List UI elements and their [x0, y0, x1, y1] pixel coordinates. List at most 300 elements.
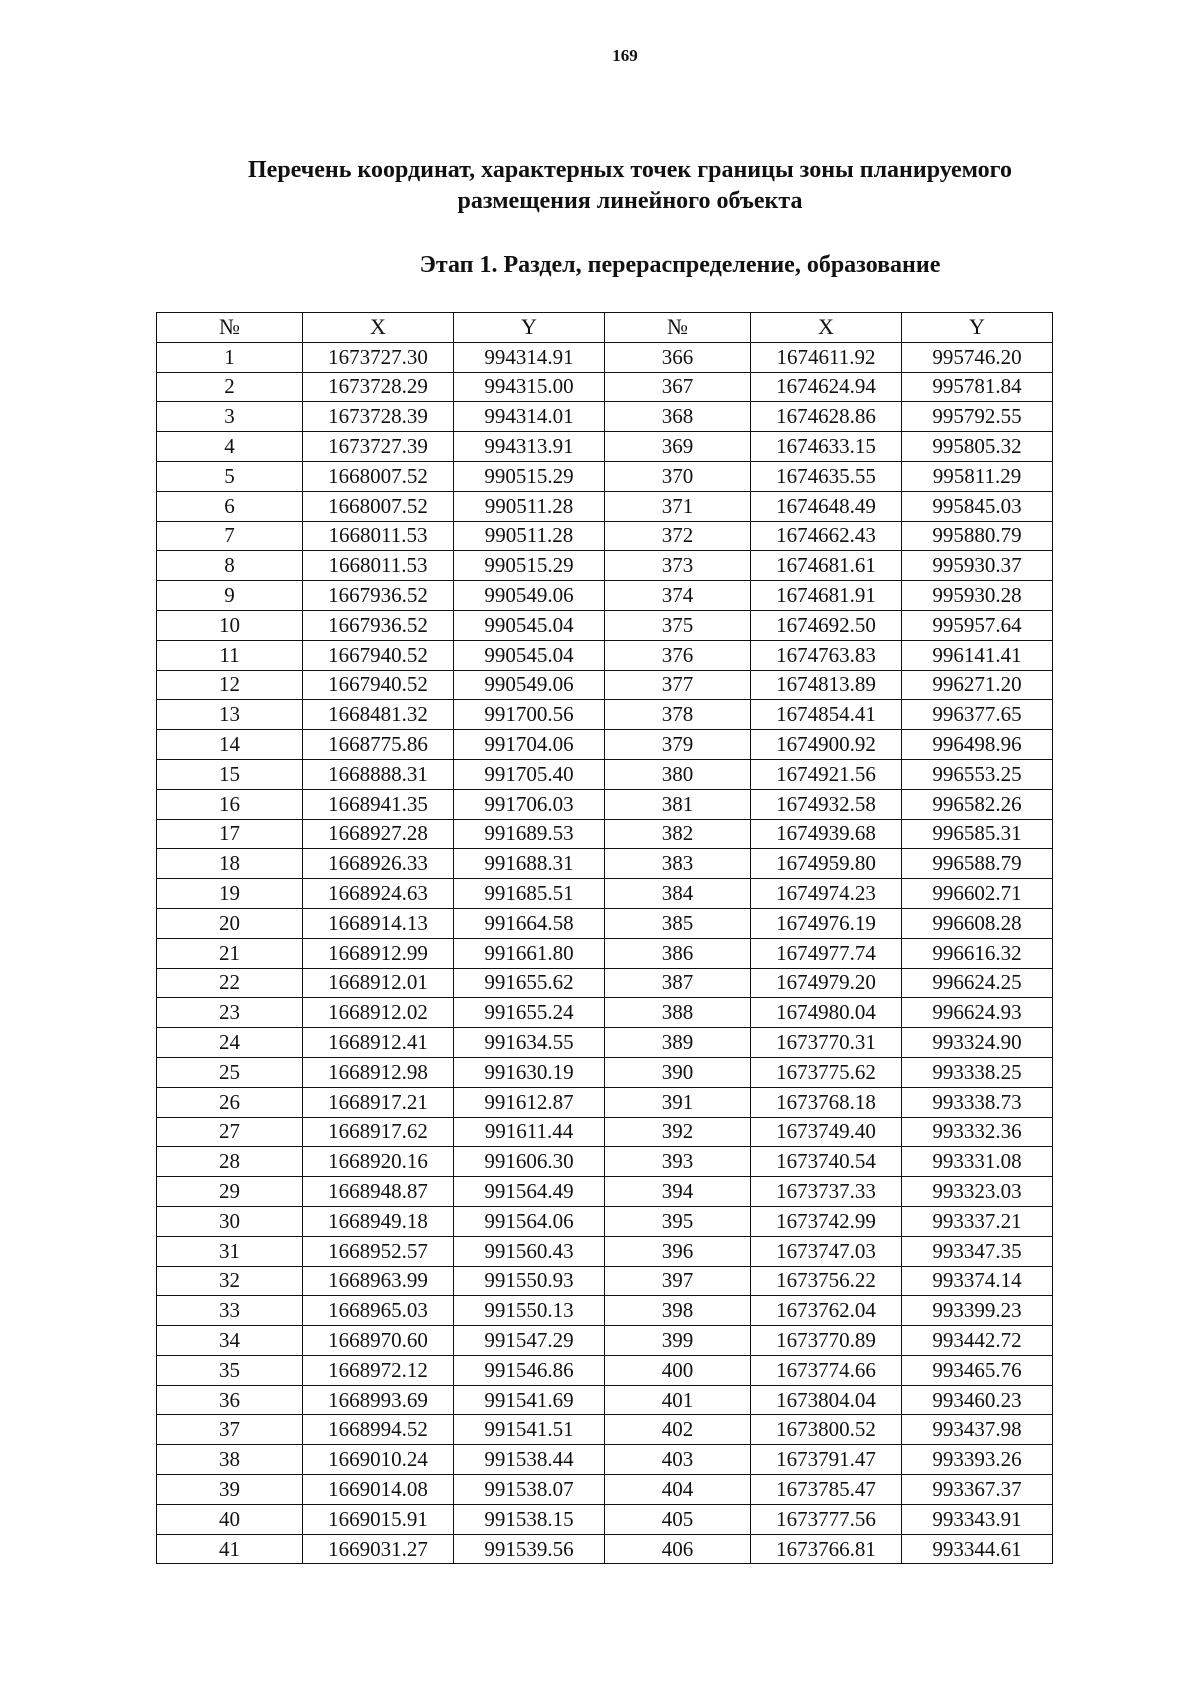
table-row [157, 938, 1053, 968]
y-coordinate-cell: 990545.04 [454, 610, 605, 640]
point-number-cell: 396 [605, 1236, 751, 1266]
x-coordinate-cell: 1669010.24 [303, 1445, 454, 1475]
x-coordinate-cell: 1667940.52 [303, 670, 454, 700]
x-coordinate-cell: 1668948.87 [303, 1177, 454, 1207]
y-coordinate-cell: 991700.56 [454, 700, 605, 730]
y-coordinate-cell: 993442.72 [902, 1326, 1053, 1356]
table-row [157, 1028, 1053, 1058]
x-coordinate-cell: 1668994.52 [303, 1415, 454, 1445]
y-coordinate-cell: 996624.25 [902, 968, 1053, 998]
x-coordinate-cell: 1668970.60 [303, 1326, 454, 1356]
point-number-cell: 369 [605, 432, 751, 462]
y-coordinate-cell: 993344.61 [902, 1534, 1053, 1564]
point-number-cell: 19 [157, 879, 303, 909]
y-coordinate-cell: 991538.07 [454, 1475, 605, 1505]
x-coordinate-cell: 1673768.18 [751, 1087, 902, 1117]
point-number-cell: 388 [605, 998, 751, 1028]
point-number-cell: 20 [157, 908, 303, 938]
y-coordinate-cell: 996602.71 [902, 879, 1053, 909]
y-coordinate-cell: 993374.14 [902, 1266, 1053, 1296]
x-coordinate-cell: 1667940.52 [303, 640, 454, 670]
table-row [157, 432, 1053, 462]
y-coordinate-cell: 991560.43 [454, 1236, 605, 1266]
y-coordinate-cell: 995781.84 [902, 372, 1053, 402]
point-number-cell: 399 [605, 1326, 751, 1356]
y-coordinate-cell: 993460.23 [902, 1385, 1053, 1415]
table-row [157, 730, 1053, 760]
y-coordinate-cell: 991704.06 [454, 730, 605, 760]
table-row [157, 1475, 1053, 1505]
x-coordinate-cell: 1673775.62 [751, 1057, 902, 1087]
x-coordinate-cell: 1674979.20 [751, 968, 902, 998]
x-coordinate-cell: 1668914.13 [303, 908, 454, 938]
point-number-cell: 37 [157, 1415, 303, 1445]
point-number-cell: 10 [157, 610, 303, 640]
y-coordinate-cell: 991664.58 [454, 908, 605, 938]
table-row [157, 640, 1053, 670]
x-coordinate-cell: 1673737.33 [751, 1177, 902, 1207]
x-coordinate-cell: 1674662.43 [751, 521, 902, 551]
y-coordinate-cell: 991539.56 [454, 1534, 605, 1564]
x-coordinate-cell: 1668949.18 [303, 1206, 454, 1236]
point-number-cell: 373 [605, 551, 751, 581]
x-coordinate-cell: 1673740.54 [751, 1147, 902, 1177]
y-coordinate-cell: 991606.30 [454, 1147, 605, 1177]
y-coordinate-cell: 995930.37 [902, 551, 1053, 581]
y-coordinate-cell: 996498.96 [902, 730, 1053, 760]
x-coordinate-cell: 1668927.28 [303, 819, 454, 849]
table-row [157, 879, 1053, 909]
x-coordinate-cell: 1674635.55 [751, 461, 902, 491]
table-header-row [157, 313, 1053, 343]
y-coordinate-cell: 996271.20 [902, 670, 1053, 700]
x-coordinate-cell: 1668917.21 [303, 1087, 454, 1117]
y-coordinate-cell: 991630.19 [454, 1057, 605, 1087]
point-number-cell: 380 [605, 759, 751, 789]
point-number-cell: 368 [605, 402, 751, 432]
y-coordinate-cell: 996377.65 [902, 700, 1053, 730]
header-number-left: № [157, 313, 303, 343]
table-row [157, 1057, 1053, 1087]
table-row [157, 998, 1053, 1028]
x-coordinate-cell: 1668912.99 [303, 938, 454, 968]
point-number-cell: 383 [605, 849, 751, 879]
point-number-cell: 30 [157, 1206, 303, 1236]
x-coordinate-cell: 1674648.49 [751, 491, 902, 521]
y-coordinate-cell: 991541.69 [454, 1385, 605, 1415]
y-coordinate-cell: 990549.06 [454, 670, 605, 700]
x-coordinate-cell: 1674628.86 [751, 402, 902, 432]
x-coordinate-cell: 1674980.04 [751, 998, 902, 1028]
y-coordinate-cell: 994314.01 [454, 402, 605, 432]
x-coordinate-cell: 1674974.23 [751, 879, 902, 909]
point-number-cell: 6 [157, 491, 303, 521]
point-number-cell: 382 [605, 819, 751, 849]
point-number-cell: 387 [605, 968, 751, 998]
point-number-cell: 29 [157, 1177, 303, 1207]
table-row [157, 1534, 1053, 1564]
y-coordinate-cell: 995930.28 [902, 581, 1053, 611]
y-coordinate-cell: 991688.31 [454, 849, 605, 879]
x-coordinate-cell: 1668912.01 [303, 968, 454, 998]
table-row [157, 1087, 1053, 1117]
point-number-cell: 4 [157, 432, 303, 462]
x-coordinate-cell: 1668912.02 [303, 998, 454, 1028]
y-coordinate-cell: 991611.44 [454, 1117, 605, 1147]
point-number-cell: 406 [605, 1534, 751, 1564]
y-coordinate-cell: 991550.93 [454, 1266, 605, 1296]
point-number-cell: 390 [605, 1057, 751, 1087]
x-coordinate-cell: 1668912.41 [303, 1028, 454, 1058]
table-row [157, 372, 1053, 402]
point-number-cell: 395 [605, 1206, 751, 1236]
x-coordinate-cell: 1674854.41 [751, 700, 902, 730]
x-coordinate-cell: 1668972.12 [303, 1355, 454, 1385]
point-number-cell: 398 [605, 1296, 751, 1326]
x-coordinate-cell: 1674763.83 [751, 640, 902, 670]
y-coordinate-cell: 996588.79 [902, 849, 1053, 879]
point-number-cell: 33 [157, 1296, 303, 1326]
point-number-cell: 391 [605, 1087, 751, 1117]
point-number-cell: 35 [157, 1355, 303, 1385]
y-coordinate-cell: 991564.06 [454, 1206, 605, 1236]
point-number-cell: 21 [157, 938, 303, 968]
x-coordinate-cell: 1668926.33 [303, 849, 454, 879]
y-coordinate-cell: 991634.55 [454, 1028, 605, 1058]
page-number: 169 [612, 46, 638, 65]
x-coordinate-cell: 1673762.04 [751, 1296, 902, 1326]
point-number-cell: 40 [157, 1504, 303, 1534]
y-coordinate-cell: 990511.28 [454, 491, 605, 521]
point-number-cell: 404 [605, 1475, 751, 1505]
point-number-cell: 25 [157, 1057, 303, 1087]
x-coordinate-cell: 1674611.92 [751, 342, 902, 372]
point-number-cell: 381 [605, 789, 751, 819]
x-coordinate-cell: 1674633.15 [751, 432, 902, 462]
point-number-cell: 5 [157, 461, 303, 491]
x-coordinate-cell: 1674624.94 [751, 372, 902, 402]
table-row [157, 461, 1053, 491]
point-number-cell: 372 [605, 521, 751, 551]
y-coordinate-cell: 995957.64 [902, 610, 1053, 640]
point-number-cell: 374 [605, 581, 751, 611]
point-number-cell: 3 [157, 402, 303, 432]
y-coordinate-cell: 995880.79 [902, 521, 1053, 551]
x-coordinate-cell: 1673728.29 [303, 372, 454, 402]
point-number-cell: 379 [605, 730, 751, 760]
y-coordinate-cell: 991538.15 [454, 1504, 605, 1534]
table-row [157, 759, 1053, 789]
y-coordinate-cell: 991538.44 [454, 1445, 605, 1475]
y-coordinate-cell: 990511.28 [454, 521, 605, 551]
x-coordinate-cell: 1668993.69 [303, 1385, 454, 1415]
y-coordinate-cell: 996582.26 [902, 789, 1053, 819]
x-coordinate-cell: 1668011.53 [303, 521, 454, 551]
x-coordinate-cell: 1668775.86 [303, 730, 454, 760]
table-row [157, 581, 1053, 611]
point-number-cell: 400 [605, 1355, 751, 1385]
y-coordinate-cell: 994313.91 [454, 432, 605, 462]
x-coordinate-cell: 1673777.56 [751, 1504, 902, 1534]
table-row [157, 1266, 1053, 1296]
x-coordinate-cell: 1674932.58 [751, 789, 902, 819]
y-coordinate-cell: 993331.08 [902, 1147, 1053, 1177]
y-coordinate-cell: 995792.55 [902, 402, 1053, 432]
x-coordinate-cell: 1673785.47 [751, 1475, 902, 1505]
point-number-cell: 393 [605, 1147, 751, 1177]
table-row [157, 521, 1053, 551]
x-coordinate-cell: 1669014.08 [303, 1475, 454, 1505]
table-row [157, 1206, 1053, 1236]
y-coordinate-cell: 995811.29 [902, 461, 1053, 491]
y-coordinate-cell: 996616.32 [902, 938, 1053, 968]
x-coordinate-cell: 1668888.31 [303, 759, 454, 789]
x-coordinate-cell: 1674976.19 [751, 908, 902, 938]
x-coordinate-cell: 1673800.52 [751, 1415, 902, 1445]
point-number-cell: 12 [157, 670, 303, 700]
x-coordinate-cell: 1674681.91 [751, 581, 902, 611]
x-coordinate-cell: 1667936.52 [303, 610, 454, 640]
point-number-cell: 18 [157, 849, 303, 879]
y-coordinate-cell: 991612.87 [454, 1087, 605, 1117]
point-number-cell: 405 [605, 1504, 751, 1534]
y-coordinate-cell: 996553.25 [902, 759, 1053, 789]
table-row [157, 1147, 1053, 1177]
point-number-cell: 378 [605, 700, 751, 730]
point-number-cell: 32 [157, 1266, 303, 1296]
y-coordinate-cell: 993338.73 [902, 1087, 1053, 1117]
point-number-cell: 27 [157, 1117, 303, 1147]
point-number-cell: 8 [157, 551, 303, 581]
table-row [157, 1177, 1053, 1207]
y-coordinate-cell: 991661.80 [454, 938, 605, 968]
table-row [157, 1415, 1053, 1445]
x-coordinate-cell: 1674939.68 [751, 819, 902, 849]
x-coordinate-cell: 1673791.47 [751, 1445, 902, 1475]
y-coordinate-cell: 993393.26 [902, 1445, 1053, 1475]
y-coordinate-cell: 993437.98 [902, 1415, 1053, 1445]
header-y-right: Y [902, 313, 1053, 343]
y-coordinate-cell: 993399.23 [902, 1296, 1053, 1326]
point-number-cell: 15 [157, 759, 303, 789]
document-title [150, 155, 1110, 217]
y-coordinate-cell: 991655.62 [454, 968, 605, 998]
table-row [157, 819, 1053, 849]
y-coordinate-cell: 993465.76 [902, 1355, 1053, 1385]
table-row [157, 700, 1053, 730]
y-coordinate-cell: 993324.90 [902, 1028, 1053, 1058]
point-number-cell: 17 [157, 819, 303, 849]
point-number-cell: 401 [605, 1385, 751, 1415]
y-coordinate-cell: 991685.51 [454, 879, 605, 909]
point-number-cell: 41 [157, 1534, 303, 1564]
table-row [157, 1117, 1053, 1147]
point-number-cell: 392 [605, 1117, 751, 1147]
x-coordinate-cell: 1674959.80 [751, 849, 902, 879]
x-coordinate-cell: 1668924.63 [303, 879, 454, 909]
point-number-cell: 371 [605, 491, 751, 521]
x-coordinate-cell: 1673747.03 [751, 1236, 902, 1266]
point-number-cell: 16 [157, 789, 303, 819]
y-coordinate-cell: 995845.03 [902, 491, 1053, 521]
y-coordinate-cell: 993343.91 [902, 1504, 1053, 1534]
x-coordinate-cell: 1668011.53 [303, 551, 454, 581]
x-coordinate-cell: 1673774.66 [751, 1355, 902, 1385]
x-coordinate-cell: 1673766.81 [751, 1534, 902, 1564]
x-coordinate-cell: 1674900.92 [751, 730, 902, 760]
y-coordinate-cell: 993332.36 [902, 1117, 1053, 1147]
table-row [157, 402, 1053, 432]
x-coordinate-cell: 1674921.56 [751, 759, 902, 789]
y-coordinate-cell: 991705.40 [454, 759, 605, 789]
y-coordinate-cell: 991546.86 [454, 1355, 605, 1385]
table-row [157, 551, 1053, 581]
x-coordinate-cell: 1673756.22 [751, 1266, 902, 1296]
y-coordinate-cell: 996141.41 [902, 640, 1053, 670]
y-coordinate-cell: 994314.91 [454, 342, 605, 372]
y-coordinate-cell: 991541.51 [454, 1415, 605, 1445]
x-coordinate-cell: 1668952.57 [303, 1236, 454, 1266]
y-coordinate-cell: 990549.06 [454, 581, 605, 611]
y-coordinate-cell: 993347.35 [902, 1236, 1053, 1266]
x-coordinate-cell: 1668920.16 [303, 1147, 454, 1177]
x-coordinate-cell: 1673727.30 [303, 342, 454, 372]
y-coordinate-cell: 995746.20 [902, 342, 1053, 372]
x-coordinate-cell: 1668965.03 [303, 1296, 454, 1326]
x-coordinate-cell: 1668007.52 [303, 461, 454, 491]
table-row [157, 1236, 1053, 1266]
point-number-cell: 1 [157, 342, 303, 372]
point-number-cell: 22 [157, 968, 303, 998]
point-number-cell: 26 [157, 1087, 303, 1117]
document-title-line-2: размещения линейного объекта [457, 188, 803, 214]
y-coordinate-cell: 991564.49 [454, 1177, 605, 1207]
point-number-cell: 377 [605, 670, 751, 700]
table-body [157, 342, 1053, 1564]
point-number-cell: 397 [605, 1266, 751, 1296]
coordinates-table [156, 312, 1053, 1564]
y-coordinate-cell: 993337.21 [902, 1206, 1053, 1236]
y-coordinate-cell: 994315.00 [454, 372, 605, 402]
x-coordinate-cell: 1673770.31 [751, 1028, 902, 1058]
y-coordinate-cell: 990515.29 [454, 461, 605, 491]
point-number-cell: 403 [605, 1445, 751, 1475]
table-row [157, 491, 1053, 521]
table-row [157, 1445, 1053, 1475]
point-number-cell: 386 [605, 938, 751, 968]
point-number-cell: 366 [605, 342, 751, 372]
point-number-cell: 385 [605, 908, 751, 938]
header-x-right: X [751, 313, 902, 343]
point-number-cell: 38 [157, 1445, 303, 1475]
table-row [157, 610, 1053, 640]
table-row [157, 1296, 1053, 1326]
document-title-line-1: Перечень координат, характерных точек границы зоны планируемого [248, 157, 1012, 183]
x-coordinate-cell: 1673770.89 [751, 1326, 902, 1356]
point-number-cell: 402 [605, 1415, 751, 1445]
x-coordinate-cell: 1668007.52 [303, 491, 454, 521]
point-number-cell: 11 [157, 640, 303, 670]
point-number-cell: 39 [157, 1475, 303, 1505]
x-coordinate-cell: 1669031.27 [303, 1534, 454, 1564]
point-number-cell: 36 [157, 1385, 303, 1415]
point-number-cell: 367 [605, 372, 751, 402]
x-coordinate-cell: 1668481.32 [303, 700, 454, 730]
x-coordinate-cell: 1668917.62 [303, 1117, 454, 1147]
x-coordinate-cell: 1668941.35 [303, 789, 454, 819]
point-number-cell: 14 [157, 730, 303, 760]
x-coordinate-cell: 1674692.50 [751, 610, 902, 640]
table-row [157, 789, 1053, 819]
table-row [157, 342, 1053, 372]
y-coordinate-cell: 990515.29 [454, 551, 605, 581]
x-coordinate-cell: 1673804.04 [751, 1385, 902, 1415]
point-number-cell: 2 [157, 372, 303, 402]
header-y-left: Y [454, 313, 605, 343]
point-number-cell: 9 [157, 581, 303, 611]
y-coordinate-cell: 990545.04 [454, 640, 605, 670]
point-number-cell: 34 [157, 1326, 303, 1356]
y-coordinate-cell: 991689.53 [454, 819, 605, 849]
y-coordinate-cell: 995805.32 [902, 432, 1053, 462]
x-coordinate-cell: 1674813.89 [751, 670, 902, 700]
y-coordinate-cell: 991655.24 [454, 998, 605, 1028]
point-number-cell: 376 [605, 640, 751, 670]
x-coordinate-cell: 1674681.61 [751, 551, 902, 581]
point-number-cell: 394 [605, 1177, 751, 1207]
y-coordinate-cell: 993338.25 [902, 1057, 1053, 1087]
y-coordinate-cell: 991550.13 [454, 1296, 605, 1326]
table-row [157, 1355, 1053, 1385]
point-number-cell: 13 [157, 700, 303, 730]
point-number-cell: 28 [157, 1147, 303, 1177]
table-row [157, 849, 1053, 879]
y-coordinate-cell: 996624.93 [902, 998, 1053, 1028]
point-number-cell: 31 [157, 1236, 303, 1266]
y-coordinate-cell: 996608.28 [902, 908, 1053, 938]
table-row [157, 1326, 1053, 1356]
stage-subtitle: Этап 1. Раздел, перераспределение, образование [419, 252, 941, 278]
y-coordinate-cell: 996585.31 [902, 819, 1053, 849]
x-coordinate-cell: 1673728.39 [303, 402, 454, 432]
x-coordinate-cell: 1674977.74 [751, 938, 902, 968]
x-coordinate-cell: 1673749.40 [751, 1117, 902, 1147]
table-row [157, 670, 1053, 700]
point-number-cell: 370 [605, 461, 751, 491]
x-coordinate-cell: 1668963.99 [303, 1266, 454, 1296]
x-coordinate-cell: 1667936.52 [303, 581, 454, 611]
y-coordinate-cell: 993323.03 [902, 1177, 1053, 1207]
y-coordinate-cell: 991706.03 [454, 789, 605, 819]
point-number-cell: 384 [605, 879, 751, 909]
y-coordinate-cell: 993367.37 [902, 1475, 1053, 1505]
x-coordinate-cell: 1668912.98 [303, 1057, 454, 1087]
point-number-cell: 7 [157, 521, 303, 551]
point-number-cell: 23 [157, 998, 303, 1028]
point-number-cell: 24 [157, 1028, 303, 1058]
table-row [157, 1385, 1053, 1415]
point-number-cell: 375 [605, 610, 751, 640]
point-number-cell: 389 [605, 1028, 751, 1058]
header-x-left: X [303, 313, 454, 343]
table-row [157, 1504, 1053, 1534]
table-row [157, 908, 1053, 938]
y-coordinate-cell: 991547.29 [454, 1326, 605, 1356]
table-row [157, 968, 1053, 998]
x-coordinate-cell: 1669015.91 [303, 1504, 454, 1534]
x-coordinate-cell: 1673727.39 [303, 432, 454, 462]
x-coordinate-cell: 1673742.99 [751, 1206, 902, 1236]
